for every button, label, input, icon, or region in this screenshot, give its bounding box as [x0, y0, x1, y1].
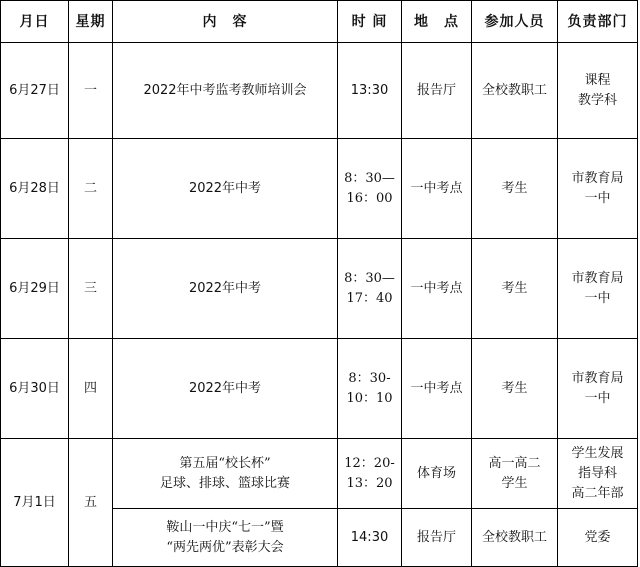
dept-cell	[558, 43, 638, 139]
time-line: 17：40	[346, 290, 393, 306]
time-cell	[338, 439, 402, 509]
participants-cell	[472, 339, 558, 439]
header-date: 月日	[1, 1, 69, 43]
dept-line: 高二年部	[571, 485, 624, 501]
participants-cell	[472, 43, 558, 139]
dept-line: 一中	[584, 290, 611, 306]
content-cell	[113, 239, 338, 339]
place-cell: 体育场	[402, 439, 472, 509]
content-cell	[113, 509, 338, 567]
dept-line: 市教育局	[571, 370, 624, 386]
dept-line: 指导科	[577, 465, 617, 481]
content-line: 2022年中考	[188, 380, 262, 396]
content-cell	[113, 139, 338, 239]
participants-cell	[472, 439, 558, 509]
content-line: 第五届“校长杯”	[179, 455, 271, 471]
place-cell: 一中考点	[402, 139, 472, 239]
content-line: 2022年中考	[188, 280, 262, 296]
date-cell: 7月1日	[1, 439, 69, 567]
time-line: 13:30	[350, 82, 389, 98]
dept-cell	[558, 139, 638, 239]
dept-cell	[558, 239, 638, 339]
content-line: “两先两优”表彰大会	[166, 539, 284, 555]
time-line: 8：30—	[344, 270, 395, 286]
participants-line: 考生	[501, 280, 528, 296]
dept-line: 市教育局	[571, 170, 624, 186]
time-line: 8：30-	[348, 370, 391, 386]
header-content: 内 容	[113, 1, 338, 43]
date-cell: 6月28日	[1, 139, 69, 239]
content-cell	[113, 43, 338, 139]
content-line: 足球、排球、篮球比赛	[159, 475, 290, 491]
time-line: 12：20-	[344, 455, 395, 471]
header-participants: 参加人员	[472, 1, 558, 43]
place-cell: 一中考点	[402, 239, 472, 339]
place-cell: 报告厅	[402, 43, 472, 139]
weekday-cell: 三	[69, 239, 113, 339]
time-cell	[338, 339, 402, 439]
content-cell	[113, 439, 338, 509]
date-cell: 6月27日	[1, 43, 69, 139]
dept-line: 学生发展	[571, 445, 624, 461]
weekday-cell: 一	[69, 43, 113, 139]
weekday-cell: 二	[69, 139, 113, 239]
time-cell	[338, 139, 402, 239]
content-line: 2022年中考监考教师培训会	[143, 82, 307, 98]
table-row	[1, 339, 638, 439]
dept-cell	[558, 439, 638, 509]
content-line: 鞍山一中庆“七一”暨	[166, 519, 284, 535]
content-line: 2022年中考	[188, 180, 262, 196]
participants-line: 考生	[501, 180, 528, 196]
table-row	[1, 139, 638, 239]
participants-line: 全校教职工	[481, 82, 547, 98]
dept-line: 一中	[584, 190, 611, 206]
time-line: 13：20	[346, 475, 393, 491]
participants-cell	[472, 509, 558, 567]
participants-cell	[472, 239, 558, 339]
time-cell	[338, 509, 402, 567]
header-weekday: 星期	[69, 1, 113, 43]
header-place: 地 点	[402, 1, 472, 43]
table-row	[1, 439, 638, 509]
weekday-cell: 四	[69, 339, 113, 439]
place-cell: 报告厅	[402, 509, 472, 567]
header-dept: 负责部门	[558, 1, 638, 43]
header-time: 时 间	[338, 1, 402, 43]
time-cell	[338, 43, 402, 139]
time-line: 8：30—	[344, 170, 395, 186]
date-cell: 6月30日	[1, 339, 69, 439]
header-row	[1, 1, 638, 43]
participants-cell	[472, 139, 558, 239]
dept-line: 教学科	[577, 92, 617, 108]
date-cell: 6月29日	[1, 239, 69, 339]
time-cell	[338, 239, 402, 339]
time-line: 10：10	[346, 390, 393, 406]
weekday-cell: 五	[69, 439, 113, 567]
content-cell	[113, 339, 338, 439]
place-cell: 一中考点	[402, 339, 472, 439]
table-row	[1, 43, 638, 139]
participants-line: 学生	[501, 475, 528, 491]
participants-line: 考生	[501, 380, 528, 396]
dept-line: 一中	[584, 390, 611, 406]
dept-line: 课程	[584, 72, 611, 88]
participants-line: 高一高二	[488, 455, 541, 471]
participants-line: 全校教职工	[481, 529, 547, 545]
dept-cell	[558, 509, 638, 567]
dept-line: 党委	[584, 529, 611, 545]
dept-line: 市教育局	[571, 270, 624, 286]
time-line: 14:30	[350, 529, 389, 545]
dept-cell	[558, 339, 638, 439]
time-line: 16：00	[346, 190, 393, 206]
table-row	[1, 239, 638, 339]
